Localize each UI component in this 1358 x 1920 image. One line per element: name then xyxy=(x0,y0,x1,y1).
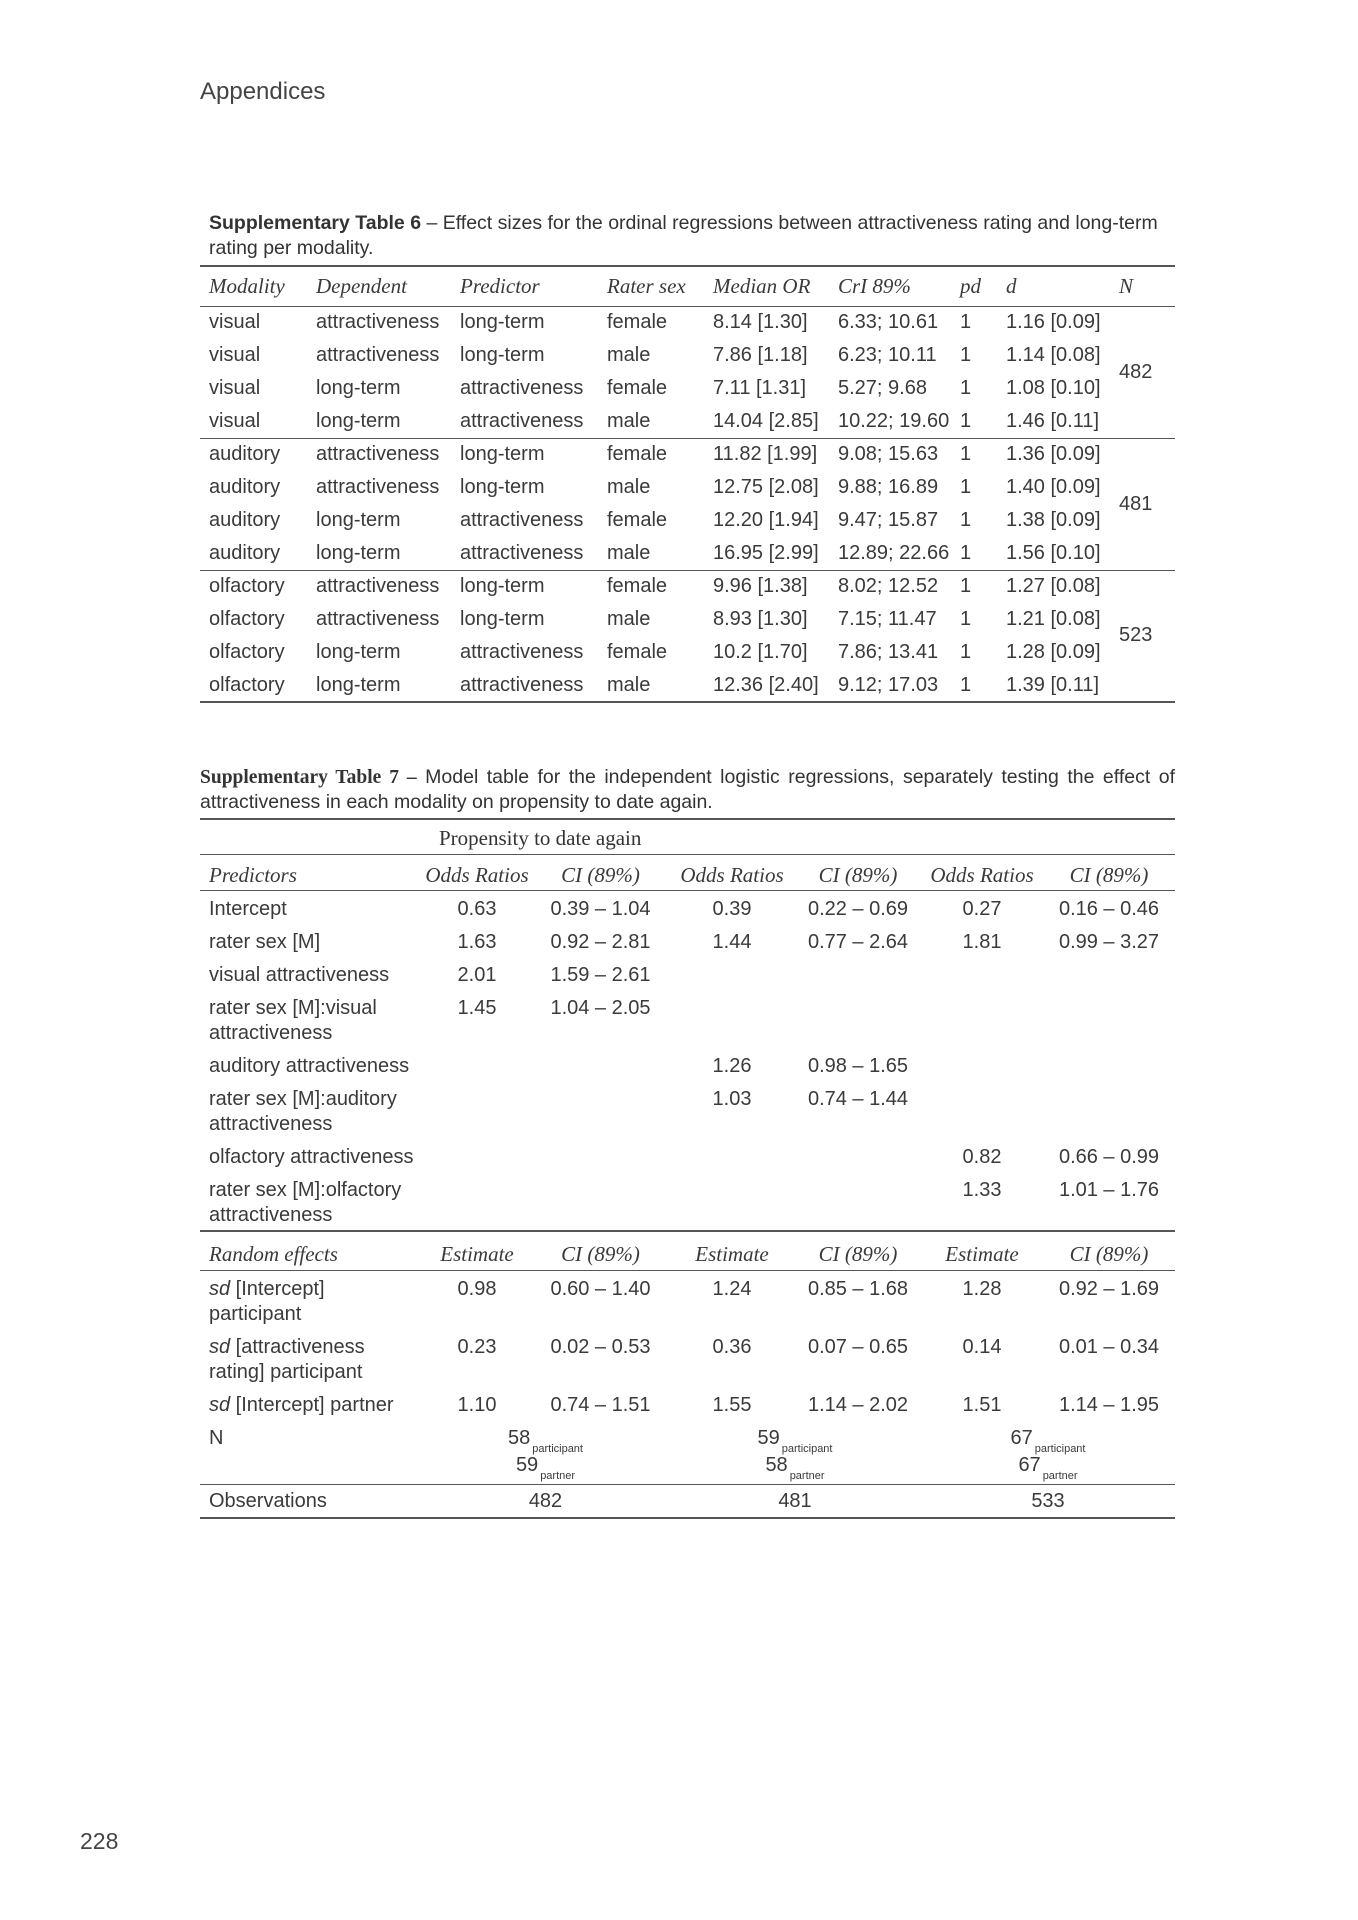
sd-symbol: sd xyxy=(209,1394,231,1416)
predictor-value: 0.39 – 1.04 xyxy=(550,898,651,920)
random-effect-value: 1.14 – 2.02 xyxy=(807,1394,909,1416)
cell-cri: 5.27; 9.68 xyxy=(838,377,927,399)
random-effect-row xyxy=(200,1329,1175,1387)
predictor-label: visual attractiveness xyxy=(209,964,390,986)
n-value xyxy=(422,1420,669,1485)
random-effect-value: 0.14 xyxy=(962,1336,1002,1358)
n-participant-sub: participant xyxy=(532,1443,583,1455)
col-rater-sex: Rater sex xyxy=(607,273,686,298)
cell-cri: 6.23; 10.11 xyxy=(838,344,937,366)
predictor-row xyxy=(200,1048,1175,1081)
cell-rater-sex: female xyxy=(607,443,668,466)
predictor-value: 0.27 xyxy=(962,898,1002,920)
cell-modality: visual xyxy=(209,311,261,334)
cell-median-or: 8.93 [1.30] xyxy=(713,608,808,630)
random-col-header: CI (89%) xyxy=(532,1231,669,1271)
n-value xyxy=(669,1420,921,1485)
table-6-caption-label: Supplementary Table 6 xyxy=(209,212,422,234)
predictor-value xyxy=(532,1172,669,1231)
table-6-caption xyxy=(200,211,1175,261)
random-effect-value: 1.51 xyxy=(962,1394,1002,1416)
table-row xyxy=(200,570,1175,603)
sd-symbol: sd xyxy=(209,1278,231,1300)
cell-rater-sex: male xyxy=(607,405,713,438)
cell-median-or: 11.82 [1.99] xyxy=(713,443,818,466)
cell-d: 1.36 [0.09] xyxy=(1006,443,1101,466)
predictor-value: 1.45 xyxy=(457,997,497,1019)
n-participant-count: 67 xyxy=(1010,1427,1033,1449)
predictor-value xyxy=(532,1139,669,1172)
cell-dependent: long-term xyxy=(316,405,460,438)
cell-pd: 1 xyxy=(960,476,972,498)
cell-predictor: attractiveness xyxy=(460,669,607,702)
n-participant-sub: participant xyxy=(781,1443,833,1455)
n-participant xyxy=(422,1426,669,1453)
col-cri: CrI 89% xyxy=(838,273,911,298)
table-row xyxy=(200,306,1175,339)
n-partner xyxy=(422,1453,669,1480)
predictor-label: olfactory attractiveness xyxy=(209,1146,414,1168)
predictor-label: rater sex [M]:visual attractiveness xyxy=(209,997,377,1044)
col-odds-ratios-3: Odds Ratios xyxy=(921,855,1043,891)
cell-predictor: long-term xyxy=(460,476,545,498)
cell-median-or: 12.20 [1.94] xyxy=(713,509,819,531)
cell-d: 1.56 [0.10] xyxy=(1006,537,1119,570)
cell-cri: 8.02; 12.52 xyxy=(838,575,939,598)
cell-pd: 1 xyxy=(960,669,1006,702)
cell-predictor: attractiveness xyxy=(460,537,607,570)
sd-symbol: sd xyxy=(209,1336,231,1358)
predictor-value xyxy=(1043,957,1175,990)
page-number: 228 xyxy=(80,1828,119,1854)
random-effect-label xyxy=(200,1329,422,1387)
cell-rater-sex: male xyxy=(607,608,651,630)
table-row xyxy=(200,669,1175,702)
cell-modality: olfactory xyxy=(209,608,285,630)
predictor-value xyxy=(921,957,1043,990)
table-row xyxy=(200,438,1175,471)
random-effect-value: 0.23 xyxy=(457,1336,497,1358)
cell-cri: 12.89; 22.66 xyxy=(838,537,960,570)
random-col-header: Estimate xyxy=(669,1231,795,1271)
col-median-or: Median OR xyxy=(713,273,811,298)
n-partner-sub: partner xyxy=(1042,1470,1078,1482)
random-effects-label: Random effects xyxy=(200,1231,422,1271)
predictor-value: 0.77 – 2.64 xyxy=(807,931,909,953)
random-col-header: CI (89%) xyxy=(795,1231,921,1271)
predictor-value: 0.74 – 1.44 xyxy=(807,1088,909,1110)
predictor-value: 1.81 xyxy=(962,931,1002,953)
cell-modality: auditory xyxy=(200,537,316,570)
n-participant xyxy=(921,1426,1175,1453)
random-effect-value: 0.07 – 0.65 xyxy=(807,1336,909,1358)
predictor-value xyxy=(422,1048,532,1081)
predictor-label: rater sex [M]:auditory attractiveness xyxy=(209,1088,397,1135)
cell-median-or: 9.96 [1.38] xyxy=(713,575,808,598)
predictor-label: auditory attractiveness xyxy=(209,1055,410,1077)
predictors-label: Predictors xyxy=(200,855,422,891)
cell-predictor: attractiveness xyxy=(460,405,607,438)
random-effect-label xyxy=(200,1387,422,1420)
predictor-value: 0.22 – 0.69 xyxy=(807,898,909,920)
cell-modality: auditory xyxy=(209,476,281,498)
cell-pd: 1 xyxy=(960,509,972,531)
cell-dependent: attractiveness xyxy=(316,443,440,466)
col-ci-2: CI (89%) xyxy=(795,855,921,891)
random-effect-value: 0.98 xyxy=(457,1278,497,1300)
cell-d: 1.16 [0.09] xyxy=(1006,311,1101,334)
cell-pd: 1 xyxy=(960,443,972,466)
random-effect-value: 1.14 – 1.95 xyxy=(1058,1394,1160,1416)
predictor-value: 1.04 – 2.05 xyxy=(550,997,651,1019)
cell-cri: 7.86; 13.41 xyxy=(838,641,939,663)
predictor-value xyxy=(422,1081,532,1139)
predictor-value: 0.63 xyxy=(457,898,497,920)
predictor-value: 1.63 xyxy=(457,931,497,953)
observations-value: 481 xyxy=(778,1490,812,1512)
predictor-value: 1.03 xyxy=(712,1088,752,1110)
predictor-value xyxy=(795,957,921,990)
table-7-caption-label: Supplementary Table 7 – xyxy=(200,767,417,788)
cell-modality: olfactory xyxy=(209,575,285,598)
cell-median-or: 12.36 [2.40] xyxy=(713,669,838,702)
table-7 xyxy=(200,818,1175,1519)
predictor-row xyxy=(200,924,1175,957)
random-effect-value: 1.24 xyxy=(712,1278,752,1300)
col-ci-1: CI (89%) xyxy=(532,855,669,891)
cell-median-or: 16.95 [2.99] xyxy=(713,537,838,570)
cell-rater-sex: female xyxy=(607,509,668,531)
predictor-value: 1.33 xyxy=(962,1179,1002,1201)
n-partner-count: 58 xyxy=(765,1454,788,1476)
cell-rater-sex: female xyxy=(607,377,668,399)
col-modality: Modality xyxy=(209,273,285,298)
cell-predictor: attractiveness xyxy=(460,509,584,531)
predictors-header-row xyxy=(200,855,1175,891)
observations-row xyxy=(200,1485,1175,1519)
table-row xyxy=(200,636,1175,669)
random-effect-value: 0.36 xyxy=(712,1336,752,1358)
col-dependent: Dependent xyxy=(316,273,407,298)
cell-pd: 1 xyxy=(960,405,1006,438)
random-effect-term: [Intercept] partner xyxy=(230,1394,394,1416)
cell-dependent: long-term xyxy=(316,537,460,570)
col-n: N xyxy=(1119,273,1134,298)
cell-cri: 6.33; 10.61 xyxy=(838,311,939,334)
observations-value: 533 xyxy=(1031,1490,1065,1512)
table-6-caption-text: – Effect sizes for the ordinal regressions between attractiveness rating and long-term rating per modality. xyxy=(209,212,1158,259)
predictor-value xyxy=(795,1172,921,1231)
cell-dependent: long-term xyxy=(316,509,401,531)
cell-median-or: 7.86 [1.18] xyxy=(713,344,808,366)
cell-d: 1.21 [0.08] xyxy=(1006,608,1101,630)
predictor-value: 0.82 xyxy=(962,1146,1002,1168)
random-effect-term: [attractiveness rating] participant xyxy=(209,1336,365,1383)
cell-modality: visual xyxy=(200,405,316,438)
n-participant-count: 58 xyxy=(507,1427,531,1449)
table-row xyxy=(200,339,1175,372)
predictor-label: rater sex [M] xyxy=(209,931,321,953)
n-value xyxy=(921,1420,1175,1485)
random-effect-row xyxy=(200,1271,1175,1330)
predictor-value xyxy=(1043,1048,1175,1081)
cell-median-or: 8.14 [1.30] xyxy=(713,311,808,334)
predictor-value xyxy=(1043,1081,1175,1139)
random-effect-value: 1.28 xyxy=(962,1278,1002,1300)
cell-pd: 1 xyxy=(960,344,972,366)
predictor-value: 0.99 – 3.27 xyxy=(1058,931,1160,953)
cell-cri: 7.15; 11.47 xyxy=(838,608,937,630)
table-row xyxy=(200,504,1175,537)
col-predictor: Predictor xyxy=(460,273,540,298)
cell-d: 1.14 [0.08] xyxy=(1006,344,1101,366)
cell-d: 1.40 [0.09] xyxy=(1006,476,1101,498)
predictor-value xyxy=(669,990,795,1048)
predictor-value xyxy=(422,1172,532,1231)
cell-predictor: long-term xyxy=(460,443,545,466)
predictor-value xyxy=(532,1048,669,1081)
col-ci-3: CI (89%) xyxy=(1043,855,1175,891)
predictor-row xyxy=(200,990,1175,1048)
predictor-row xyxy=(200,1139,1175,1172)
predictor-value xyxy=(669,957,795,990)
cell-dependent: attractiveness xyxy=(316,344,440,366)
random-effect-value: 0.60 – 1.40 xyxy=(550,1278,651,1300)
n-partner-count: 67 xyxy=(1018,1454,1041,1476)
random-effect-row xyxy=(200,1387,1175,1420)
table-6 xyxy=(200,265,1175,703)
n-partner xyxy=(921,1453,1175,1480)
predictor-value xyxy=(669,1172,795,1231)
predictor-value xyxy=(1043,990,1175,1048)
cell-cri: 9.88; 16.89 xyxy=(838,476,939,498)
table-row xyxy=(200,537,1175,570)
cell-d: 1.27 [0.08] xyxy=(1006,575,1101,598)
cell-modality: olfactory xyxy=(200,669,316,702)
cell-cri: 9.47; 15.87 xyxy=(838,509,939,531)
col-d: d xyxy=(1006,273,1017,298)
cell-rater-sex: female xyxy=(607,575,668,598)
random-effect-value: 0.74 – 1.51 xyxy=(550,1394,651,1416)
table-row xyxy=(200,471,1175,504)
cell-modality: olfactory xyxy=(209,641,285,663)
predictor-value: 0.92 – 2.81 xyxy=(550,931,651,953)
n-participant-sub: participant xyxy=(1034,1443,1086,1455)
predictor-value: 2.01 xyxy=(457,964,497,986)
cell-dependent: attractiveness xyxy=(316,476,440,498)
cell-dependent: long-term xyxy=(316,669,460,702)
predictor-value: 1.44 xyxy=(712,931,752,953)
col-odds-ratios-2: Odds Ratios xyxy=(669,855,795,891)
cell-pd: 1 xyxy=(960,377,972,399)
random-col-header: Estimate xyxy=(422,1231,532,1271)
random-effect-value: 1.10 xyxy=(457,1394,497,1416)
cell-predictor: long-term xyxy=(460,608,545,630)
cell-rater-sex: female xyxy=(607,641,668,663)
predictor-value xyxy=(795,1139,921,1172)
cell-rater-sex: male xyxy=(607,537,713,570)
n-row xyxy=(200,1420,1175,1485)
random-col-header: Estimate xyxy=(921,1231,1043,1271)
cell-rater-sex: female xyxy=(607,311,668,334)
random-effect-value: 0.01 – 0.34 xyxy=(1058,1336,1160,1358)
predictor-value xyxy=(921,1081,1043,1139)
cell-n: 481 xyxy=(1119,438,1175,570)
table-7-caption xyxy=(200,765,1175,815)
predictor-value: 1.26 xyxy=(712,1055,752,1077)
cell-median-or: 14.04 [2.85] xyxy=(713,405,838,438)
n-partner-sub: partner xyxy=(789,1470,825,1482)
random-effect-value: 0.02 – 0.53 xyxy=(550,1336,651,1358)
predictor-value: 1.01 – 1.76 xyxy=(1058,1179,1160,1201)
cell-rater-sex: male xyxy=(607,476,651,498)
cell-dependent: long-term xyxy=(316,377,401,399)
predictor-value xyxy=(921,1048,1043,1081)
cell-d: 1.46 [0.11] xyxy=(1006,405,1119,438)
random-effect-value: 1.55 xyxy=(712,1394,752,1416)
table-6-header-row xyxy=(200,266,1175,306)
predictor-value xyxy=(795,990,921,1048)
cell-d: 1.08 [0.10] xyxy=(1006,377,1101,399)
cell-d: 1.39 [0.11] xyxy=(1006,669,1119,702)
predictor-value xyxy=(921,990,1043,1048)
cell-n: 482 xyxy=(1119,306,1175,438)
outcome-title: Propensity to date again xyxy=(439,826,642,850)
predictor-value: 1.59 – 2.61 xyxy=(550,964,651,986)
random-effect-value: 0.92 – 1.69 xyxy=(1058,1278,1160,1300)
running-header: Appendices xyxy=(200,78,326,105)
cell-d: 1.28 [0.09] xyxy=(1006,641,1101,663)
cell-predictor: long-term xyxy=(460,311,545,334)
cell-n: 523 xyxy=(1119,570,1175,702)
predictor-row xyxy=(200,1172,1175,1231)
predictor-row xyxy=(200,957,1175,990)
cell-pd: 1 xyxy=(960,311,972,334)
cell-predictor: attractiveness xyxy=(460,377,584,399)
predictor-row xyxy=(200,1081,1175,1139)
supplementary-table-6 xyxy=(200,211,1175,703)
n-partner-sub: partner xyxy=(540,1470,576,1482)
n-partner xyxy=(669,1453,921,1480)
cell-modality: auditory xyxy=(209,509,281,531)
observations-value: 482 xyxy=(528,1490,563,1512)
col-pd: pd xyxy=(960,273,981,298)
predictor-value: 0.39 xyxy=(712,898,752,920)
cell-median-or: 12.75 [2.08] xyxy=(713,476,819,498)
predictor-value xyxy=(532,1081,669,1139)
table-row xyxy=(200,603,1175,636)
cell-dependent: attractiveness xyxy=(316,575,440,598)
col-odds-ratios-1: Odds Ratios xyxy=(422,855,532,891)
random-effect-value: 0.85 – 1.68 xyxy=(807,1278,909,1300)
predictor-label: Intercept xyxy=(209,898,287,920)
cell-predictor: long-term xyxy=(460,575,545,598)
cell-rater-sex: male xyxy=(607,669,713,702)
cell-pd: 1 xyxy=(960,537,1006,570)
predictor-value xyxy=(669,1139,795,1172)
cell-cri: 9.12; 17.03 xyxy=(838,669,960,702)
cell-modality: visual xyxy=(209,377,261,399)
predictor-label: rater sex [M]:olfactory attractiveness xyxy=(209,1179,402,1226)
random-effects-header-row xyxy=(200,1231,1175,1271)
observations-label: Observations xyxy=(209,1490,327,1512)
predictor-row xyxy=(200,891,1175,925)
n-participant-count: 59 xyxy=(757,1427,780,1449)
table-row xyxy=(200,405,1175,438)
cell-pd: 1 xyxy=(960,608,972,630)
cell-cri: 10.22; 19.60 xyxy=(838,405,960,438)
random-effect-term: [Intercept] participant xyxy=(209,1278,325,1325)
cell-dependent: long-term xyxy=(316,641,401,663)
cell-predictor: attractiveness xyxy=(460,641,584,663)
cell-pd: 1 xyxy=(960,641,972,663)
cell-rater-sex: male xyxy=(607,344,651,366)
cell-median-or: 10.2 [1.70] xyxy=(713,641,808,663)
predictor-value: 0.66 – 0.99 xyxy=(1058,1146,1160,1168)
cell-cri: 9.08; 15.63 xyxy=(838,443,939,466)
cell-pd: 1 xyxy=(960,575,972,598)
cell-dependent: attractiveness xyxy=(316,311,440,334)
table-7-caption-text: Model table for the independent logistic regressions, separately testing the effect of attractiveness in each modality on propensity to date again. xyxy=(200,766,1175,813)
predictor-value: 0.16 – 0.46 xyxy=(1058,898,1160,920)
table-row xyxy=(200,372,1175,405)
cell-modality: auditory xyxy=(209,443,281,466)
supplementary-table-7 xyxy=(200,765,1175,1519)
random-effect-label xyxy=(200,1271,422,1330)
predictor-value xyxy=(422,1139,532,1172)
cell-predictor: long-term xyxy=(460,344,545,366)
cell-median-or: 7.11 [1.31] xyxy=(713,377,807,399)
outcome-row xyxy=(200,819,1175,855)
random-col-header: CI (89%) xyxy=(1043,1231,1175,1271)
cell-modality: visual xyxy=(209,344,261,366)
cell-d: 1.38 [0.09] xyxy=(1006,509,1101,531)
predictor-value: 0.98 – 1.65 xyxy=(807,1055,909,1077)
n-participant xyxy=(669,1426,921,1453)
n-partner-count: 59 xyxy=(515,1454,539,1476)
cell-dependent: attractiveness xyxy=(316,608,440,630)
n-label: N xyxy=(200,1420,422,1485)
